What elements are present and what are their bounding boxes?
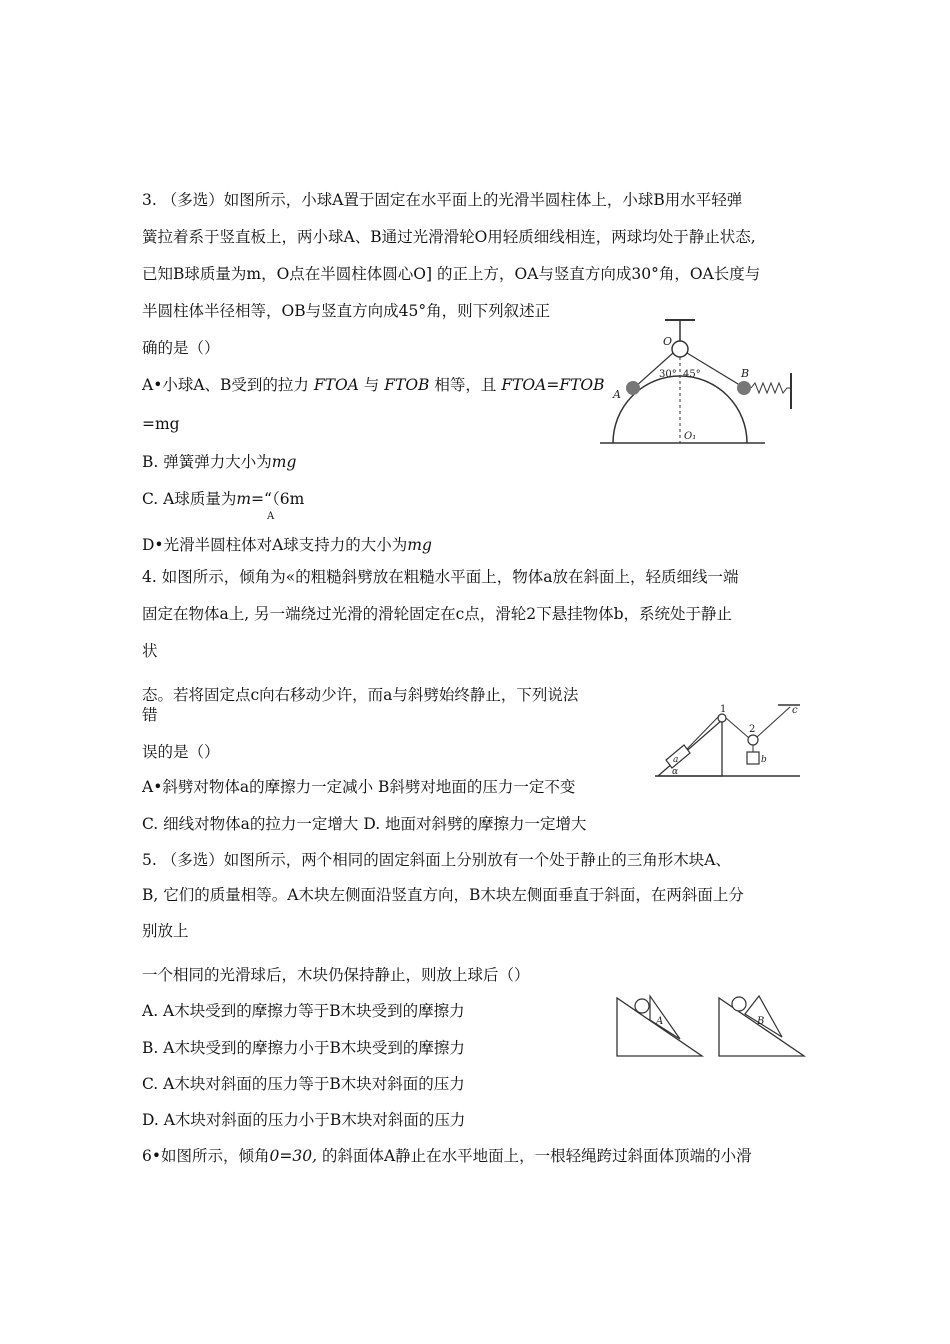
- q4-string-12: [726, 718, 749, 738]
- q3-figure: [595, 315, 810, 455]
- q5-label-b: B: [757, 1016, 765, 1027]
- q3-label-o1: O₁: [684, 431, 697, 442]
- q6-rest: 的斜面体A静止在水平地面上，一根轻绳跨过斜面体顶端的小滑: [317, 1147, 752, 1165]
- q3-line-2: 簧拉着系于竖直板上，两小球A、B通过光滑滑轮O用轻质细线相连，两球均处于静止状态,: [142, 228, 756, 246]
- q3-option-d-value: mg: [407, 536, 432, 554]
- q4-pulley-1: [718, 714, 726, 722]
- q4-label-c: c: [792, 705, 798, 716]
- q4-line-1: 4. 如图所示，倾角为«的粗糙斜劈放在粗糙水平面上，物体a放在斜面上，轻质细线一端: [142, 568, 739, 586]
- q6-angle: 0=30,: [269, 1147, 318, 1165]
- q3-option-a-cont: =mg: [142, 415, 180, 433]
- q3-ball-a: [626, 381, 640, 395]
- q4-wedge: [658, 720, 722, 776]
- q4-label-2: 2: [749, 724, 756, 735]
- q5-option-b: B. A木块受到的摩擦力小于B木块受到的摩擦力: [142, 1039, 465, 1057]
- q4-label-a: a: [673, 755, 679, 765]
- q3-option-c: [142, 489, 304, 509]
- q3-line-3: 已知B球质量为m，O点在半圆柱体圆心O] 的正上方，OA与竖直方向成30°角，OA长度与: [142, 265, 761, 283]
- q5-block-a: [650, 996, 680, 1039]
- q4-line-3: 状: [142, 642, 158, 660]
- q5-option-c: C. A木块对斜面的压力等于B木块对斜面的压力: [142, 1075, 465, 1093]
- q4-line-2: 固定在物体a上, 另一端绕过光滑的滑轮固定在c点，滑轮2下悬挂物体b，系统处于静止: [142, 605, 733, 623]
- q5-ball-left: [635, 999, 649, 1013]
- q3-label-b: B: [741, 367, 750, 380]
- q5-figure: [612, 990, 807, 1060]
- q4-options-cd: C. 细线对物体a的拉力一定增大 D. 地面对斜劈的摩擦力一定增大: [142, 815, 587, 833]
- q3-ball-b: [737, 381, 751, 395]
- q3-option-b: [142, 452, 296, 472]
- q4-pulley-2: [748, 735, 758, 745]
- q3-force-tob: FTOB: [384, 376, 430, 394]
- q5-line-3: 别放上: [142, 922, 189, 940]
- q3-option-d: [142, 535, 432, 555]
- q4-options-ab: A•斜劈对物体a的摩擦力一定减小 B斜劈对地面的压力一定不变: [142, 778, 576, 796]
- q3-option-c-prefix: C. A球质量为: [142, 490, 237, 508]
- q4-line-4: 态。若将固定点c向右移动少许，而a与斜劈始终静止，下列说法: [142, 686, 579, 704]
- q3-force-equation: FTOA=FTOB: [501, 376, 605, 394]
- q3-option-c-subscript: A: [267, 511, 275, 522]
- q3-line-1: 3. （多选）如图所示，小球A置于固定在水平面上的光滑半圆柱体上，小球B用水平轻弹: [142, 191, 743, 209]
- q4-label-1: 1: [720, 704, 727, 715]
- q5-line-4: 一个相同的光滑球后，木块仍保持静止，则放上球后（）: [142, 966, 530, 984]
- q4-string-2c: [757, 707, 790, 737]
- q4-figure: [650, 700, 810, 780]
- q5-option-a: A. A木块受到的摩擦力等于B木块受到的摩擦力: [142, 1002, 465, 1020]
- q3-option-a-mid2: 相等，且: [434, 376, 497, 394]
- q3-label-a: A: [613, 388, 621, 401]
- q3-option-d-prefix: D•光滑半圆柱体对A球支持力的大小为: [142, 536, 408, 554]
- q3-option-c-value: m=: [236, 490, 265, 508]
- q4-label-alpha: α: [672, 767, 679, 777]
- q3-option-b-value: mg: [271, 453, 297, 471]
- q5-line-2: B, 它们的质量相等。A木块左侧面沿竖直方向，B木块左侧面垂直于斜面，在两斜面上分: [142, 886, 744, 904]
- q3-angle-45: 45°: [683, 369, 701, 380]
- q4-line-6: 误的是（）: [142, 743, 220, 761]
- q4-line-5: 错: [142, 706, 158, 724]
- q5-option-d: D. A木块对斜面的压力小于B木块对斜面的压力: [142, 1111, 466, 1129]
- q5-ball-right: [732, 997, 746, 1011]
- q3-force-toa: FTOA: [313, 376, 359, 394]
- q5-incline-left: [617, 998, 702, 1056]
- q3-option-a-prefix: A•小球A、B受到的拉力: [142, 376, 309, 394]
- q6-prefix: 6•如图所示，倾角: [142, 1147, 270, 1165]
- q6-line-1: [142, 1146, 752, 1166]
- q4-block-b: [747, 752, 759, 764]
- q3-pulley: [672, 341, 688, 357]
- q5-line-1: 5. （多选）如图所示，两个相同的固定斜面上分别放有一个处于静止的三角形木块A、: [142, 851, 731, 869]
- q3-line-4: 半圆柱体半径相等，OB与竖直方向成45°角，则下列叙述正: [142, 302, 551, 320]
- q3-option-a-mid: 与: [363, 376, 380, 394]
- q3-label-o: O: [663, 335, 673, 348]
- q3-angle-30: 30°: [659, 369, 677, 380]
- q4-label-b: b: [761, 755, 767, 765]
- q3-option-b-prefix: B. 弹簧弹力大小为: [142, 453, 272, 471]
- q3-option-a: [142, 375, 605, 395]
- q4-string-a1: [687, 716, 719, 749]
- q5-label-a: A: [656, 1016, 664, 1027]
- q3-line-5: 确的是（）: [142, 339, 220, 357]
- q3-option-c-rest: “（6m: [264, 490, 305, 508]
- q3-spring: [751, 383, 791, 393]
